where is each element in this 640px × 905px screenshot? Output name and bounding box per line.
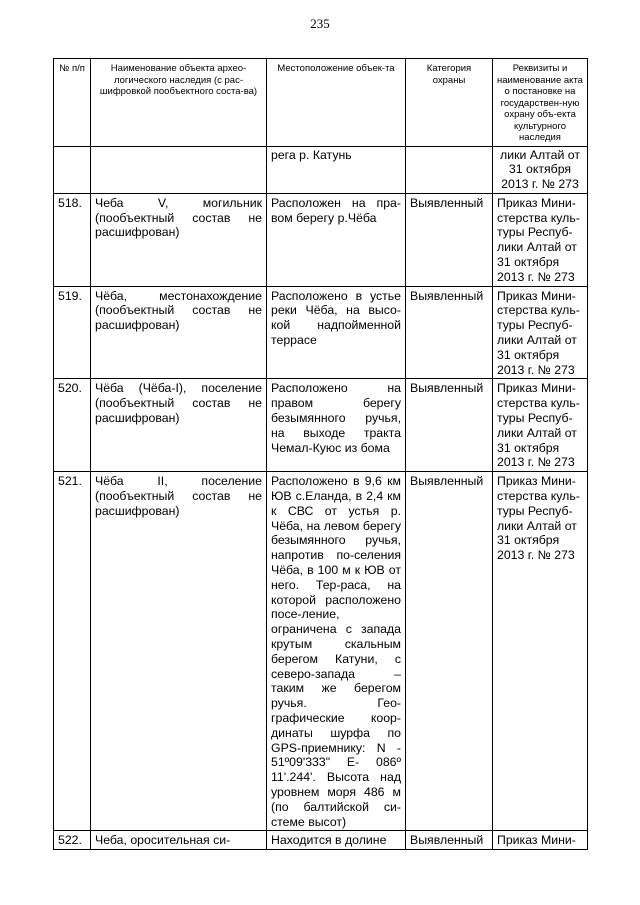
table-row [54,286,588,379]
cell-number: 519. [54,286,91,379]
cell-location: Находится в долине [267,831,406,850]
cell-name [91,146,267,193]
heritage-registry-table [53,58,588,850]
cell-location: Расположено на правом берегу безымянного ручья, на выходе тракта Чемал-Куюс из бома [267,379,406,472]
table-header-row [54,59,588,147]
cell-number: 522. [54,831,91,850]
cell-requisites: Приказ Мини-стерства куль-туры Респуб-лики Алтай от 31 октября 2013 г. № 273 [493,286,588,379]
cell-category: Выявленный [406,831,493,850]
header-number: № п/п [54,59,91,147]
cell-number [54,146,91,193]
cell-name: Чеба, оросительная си- [91,831,267,850]
cell-location: Расположен на пра-вом берегу р.Чёба [267,193,406,286]
cell-requisites: Приказ Мини- [493,831,588,850]
table-row [54,379,588,472]
cell-number: 520. [54,379,91,472]
table-row [54,831,588,850]
cell-category: Выявленный [406,286,493,379]
cell-name: Чёба (Чёба-I), поселение (пообъектный состав не расшифрован) [91,379,267,472]
cell-requisites: Приказ Мини-стерства куль-туры Респуб-лики Алтай от 31 октября 2013 г. № 273 [493,193,588,286]
table-row [54,193,588,286]
header-protection-category: Категория охраны [406,59,493,147]
cell-requisites: Приказ Мини-стерства куль-туры Респуб-лики Алтай от 31 октября 2013 г. № 273 [493,379,588,472]
table-row [54,472,588,831]
header-location: Местоположение объек-та [267,59,406,147]
cell-requisites: Приказ Мини-стерства куль-туры Респуб-лики Алтай от 31 октября 2013 г. № 273 [493,472,588,831]
page-number: 235 [310,16,330,31]
cell-name: Чёба, местонахождение (пообъектный состав не расшифрован) [91,286,267,379]
cell-number: 521. [54,472,91,831]
cell-location: Расположено в устье реки Чёба, на высо-кой надпойменной террасе [267,286,406,379]
cell-location: Расположено в 9,6 км ЮВ с.Еланда, в 2,4 км к СВС от устья р. Чёба, на левом берегу безымянного ручья, напротив по-селения Чёба, в 100 м к ЮВ от него. Тер-раса, на которой расположено посе-ление, ограничена с запада крутым скальным берегом Катуни, с северо-запада – таким же берегом ручья. Гео-графические коор-динаты шурфа по GPS-приемнику: N - 51º09'333" E- 086º 11'.244'. Высота над уровнем моря 486 м (по балтийской си-стеме высот) [267,472,406,831]
cell-requisites: лики Алтай от 31 октября 2013 г. № 273 [493,146,588,193]
cell-name: Чёба II, поселение (пообъектный состав не расшифрован) [91,472,267,831]
cell-location: рега р. Катунь [267,146,406,193]
cell-category: Выявленный [406,193,493,286]
cell-category [406,146,493,193]
cell-category: Выявленный [406,472,493,831]
header-object-name: Наименование объекта архео-логического наследия (с рас-шифровкой пообъектного соста-ва) [91,59,267,147]
cell-name: Чеба V, могильник (пообъектный состав не расшифрован) [91,193,267,286]
header-act-requisites: Реквизиты и наименование акта о постановке на государствен-ную охрану объ-екта культурного наследия [493,59,588,147]
cell-number: 518. [54,193,91,286]
table-row-continuation [54,146,588,193]
cell-category: Выявленный [406,379,493,472]
